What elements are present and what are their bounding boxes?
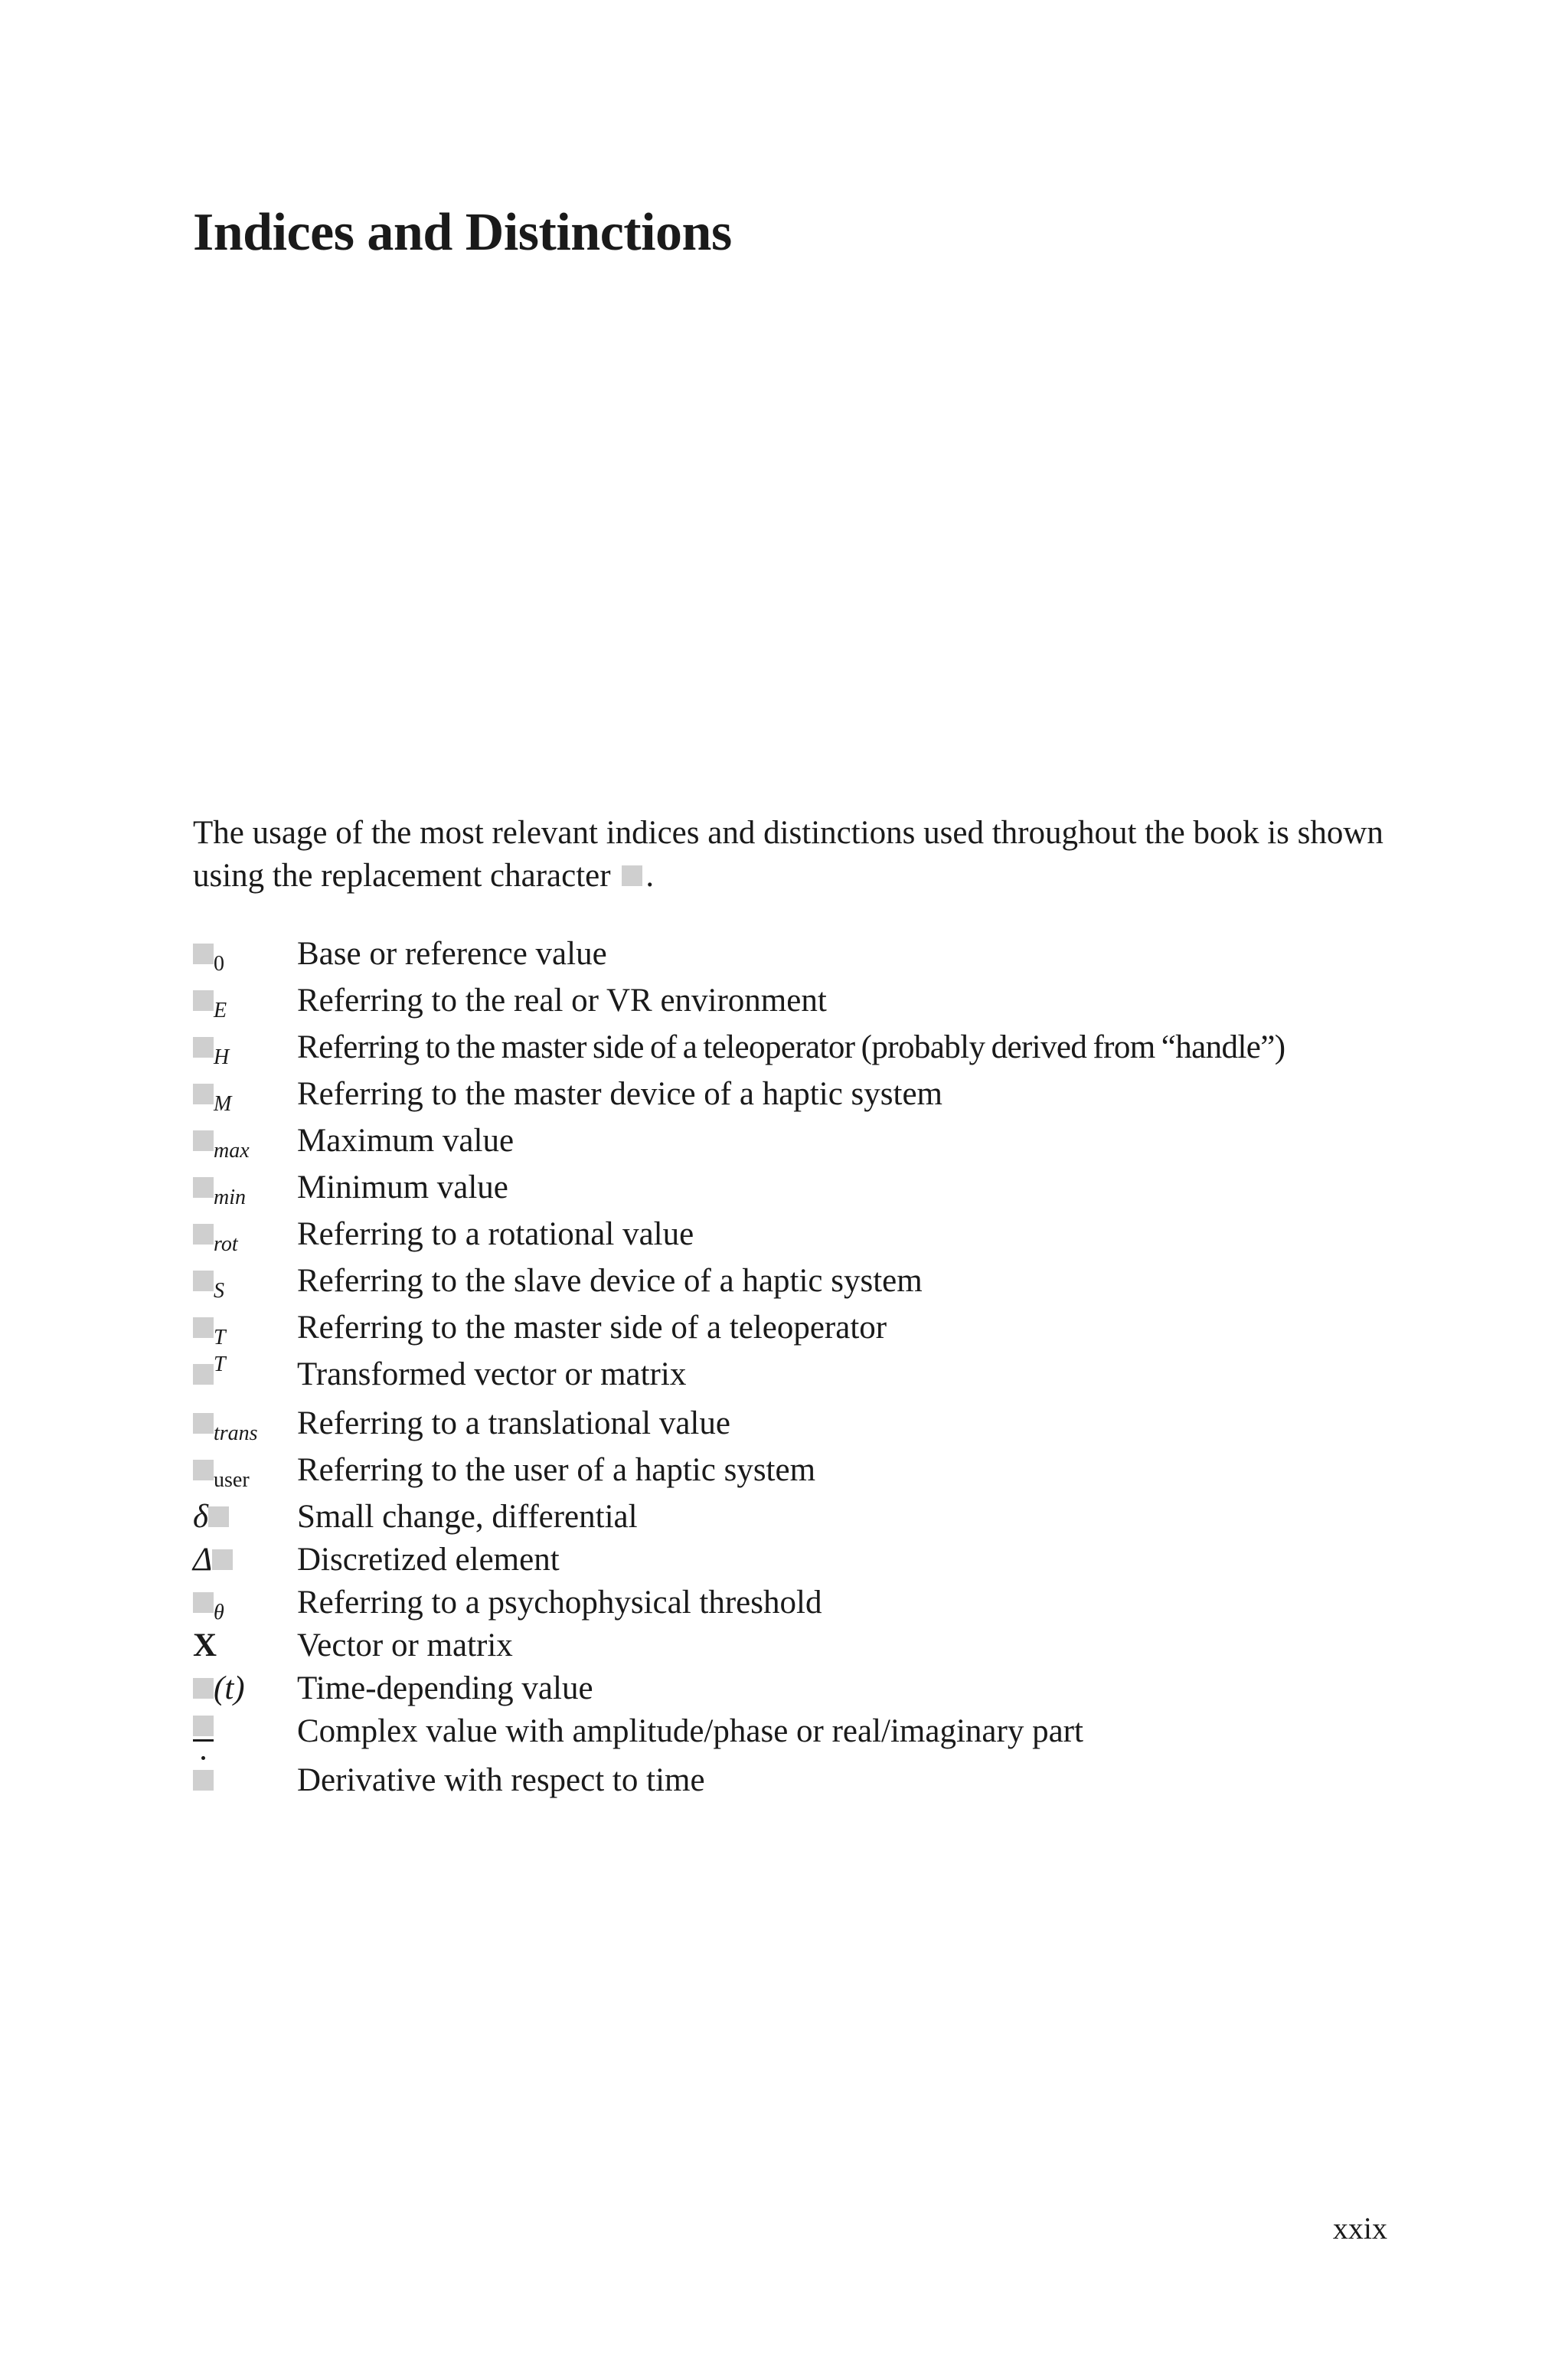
symbol-subscript: T (214, 1326, 226, 1349)
symbol (193, 1757, 296, 1804)
description: Discretized element (297, 1542, 560, 1578)
description: Referring to the master device of a haptic system (297, 1076, 942, 1112)
list-item (193, 1024, 1418, 1071)
description: Referring to a translational value (297, 1405, 730, 1441)
symbol-subscript: min (214, 1186, 246, 1209)
symbol (193, 1493, 296, 1540)
page-number: xxix (1332, 2211, 1387, 2246)
replacement-character-icon (622, 865, 642, 886)
symbol-suffix: (t) (214, 1670, 245, 1706)
replacement-character-icon (212, 1549, 233, 1570)
list-item (193, 977, 1418, 1024)
symbol-prefix: δ (193, 1499, 208, 1535)
list-item (193, 1258, 1418, 1304)
symbol (193, 1351, 296, 1402)
description: Referring to a psychophysical threshold (297, 1585, 822, 1621)
symbol-subscript: user (214, 1468, 250, 1492)
list-item (193, 931, 1418, 977)
symbol (193, 1536, 296, 1583)
intro-paragraph (193, 812, 1395, 898)
list-item (193, 1493, 1418, 1536)
symbol (193, 1400, 296, 1451)
symbol-subscript: trans (214, 1421, 258, 1445)
list-item (193, 1622, 1418, 1665)
description: Base or reference value (297, 936, 607, 972)
replacement-character-icon (193, 1460, 214, 1480)
list-item (193, 1304, 1418, 1351)
description: Referring to a rotational value (297, 1216, 694, 1252)
symbol (193, 1258, 296, 1308)
replacement-character-icon (193, 1037, 214, 1058)
symbol (193, 1117, 296, 1168)
list-item (193, 1708, 1418, 1757)
underlined-replacement-icon (193, 1716, 214, 1742)
description: Maximum value (297, 1123, 514, 1159)
replacement-character-icon (193, 944, 214, 964)
symbol-subscript: max (214, 1139, 250, 1163)
list-item (193, 1351, 1418, 1400)
replacement-character-icon (193, 1177, 214, 1198)
list-item (193, 1211, 1418, 1258)
replacement-character-icon (193, 1271, 214, 1291)
symbol (193, 977, 296, 1028)
list-item (193, 1117, 1418, 1164)
intro-text: The usage of the most relevant indices and distinctions used throughout the book is shown using the replacement character (193, 815, 1383, 894)
page-title: Indices and Distinctions (193, 203, 732, 262)
list-item (193, 1447, 1418, 1493)
list-item (193, 1536, 1418, 1579)
description: Referring to the slave device of a haptic system (297, 1263, 923, 1299)
replacement-character-icon (193, 1413, 214, 1434)
replacement-character-icon (193, 1084, 214, 1104)
description: Vector or matrix (297, 1627, 513, 1663)
symbol-subscript: M (214, 1092, 232, 1116)
symbol (193, 1304, 296, 1355)
symbol-subscript: S (214, 1279, 224, 1303)
symbol-subscript: rot (214, 1232, 238, 1256)
symbol-subscript: E (214, 999, 227, 1022)
indices-list (193, 931, 1418, 1806)
intro-period: . (645, 858, 655, 894)
symbol: X (193, 1627, 217, 1663)
dotted-replacement-icon (193, 1770, 214, 1791)
description: Complex value with amplitude/phase or real/imaginary part (297, 1713, 1083, 1749)
symbol (193, 1211, 296, 1261)
symbol (193, 1665, 296, 1712)
description: Referring to the master side of a teleoperator (probably derived from “handle”) (297, 1029, 1285, 1065)
replacement-character-icon (208, 1506, 229, 1527)
description: Referring to the user of a haptic system (297, 1452, 816, 1488)
list-item (193, 1757, 1418, 1806)
replacement-character-icon (193, 1224, 214, 1245)
replacement-character-icon (193, 1364, 214, 1385)
description: Referring to the real or VR environment (297, 983, 827, 1019)
symbol-subscript: 0 (214, 952, 224, 976)
list-item (193, 1665, 1418, 1708)
list-item (193, 1071, 1418, 1117)
description: Time-depending value (297, 1670, 593, 1706)
replacement-character-icon (193, 1317, 214, 1338)
symbol-subscript: θ (214, 1601, 224, 1624)
symbol (193, 1024, 296, 1075)
list-item (193, 1579, 1418, 1622)
symbol-prefix: Δ (193, 1542, 213, 1578)
replacement-character-icon (193, 1592, 214, 1613)
symbol (193, 931, 296, 981)
symbol-superscript: T (214, 1353, 226, 1376)
replacement-character-icon (193, 1678, 214, 1699)
symbol (193, 1164, 296, 1215)
symbol (193, 1708, 296, 1755)
description: Minimum value (297, 1169, 508, 1205)
description: Transformed vector or matrix (297, 1356, 687, 1392)
replacement-character-icon (193, 1130, 214, 1151)
symbol (193, 1447, 296, 1497)
description: Small change, differential (297, 1499, 638, 1535)
replacement-character-icon (193, 990, 214, 1011)
description: Referring to the master side of a teleoperator (297, 1310, 887, 1346)
description: Derivative with respect to time (297, 1762, 705, 1798)
symbol-subscript: H (214, 1045, 230, 1069)
list-item (193, 1400, 1418, 1447)
symbol (193, 1071, 296, 1121)
list-item (193, 1164, 1418, 1211)
